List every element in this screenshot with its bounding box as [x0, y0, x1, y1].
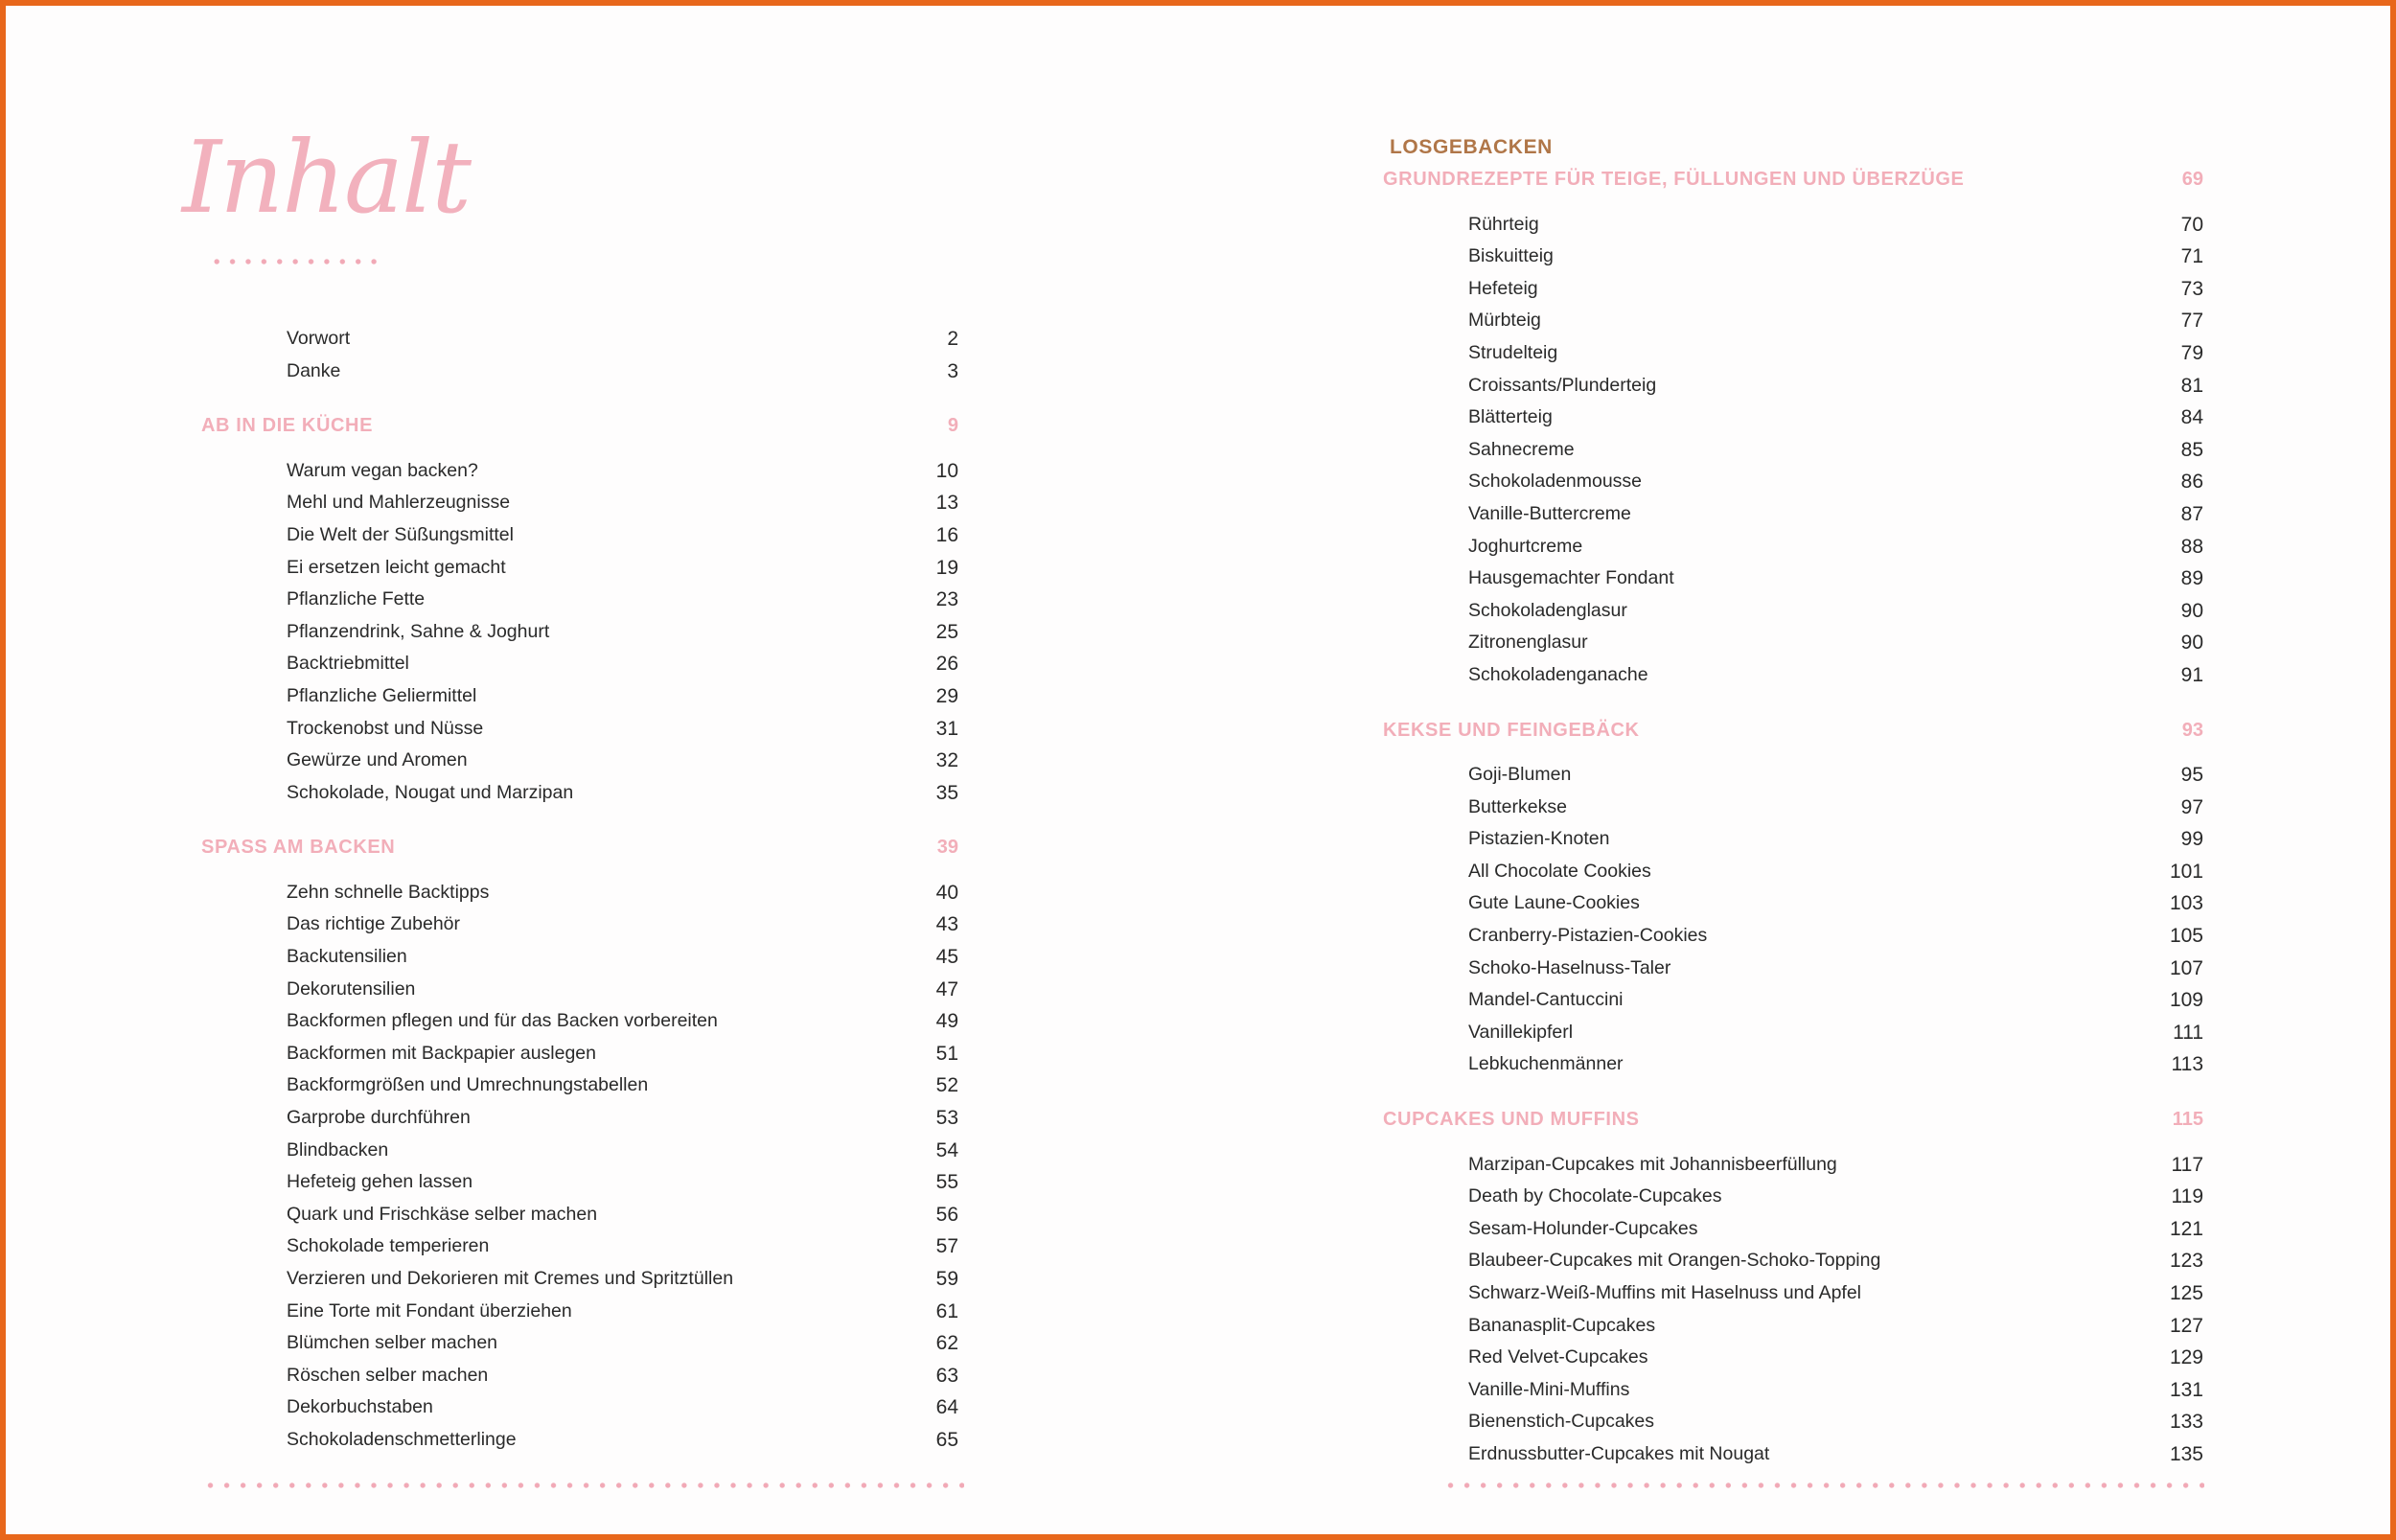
toc-entry: [1383, 375, 2203, 407]
toc-entry: [1383, 861, 2203, 893]
entry-page-number: 133: [2169, 1411, 2203, 1434]
entry-page-number: 10: [935, 459, 958, 482]
left-dotted-divider: [202, 1483, 964, 1488]
entry-page-number: 79: [2180, 341, 2203, 364]
entry-title: Backformen mit Backpapier auslegen: [287, 1042, 596, 1064]
toc-entry: [201, 460, 958, 493]
toc-entry: [201, 685, 958, 718]
toc-entry: [1383, 1154, 2203, 1186]
entry-title: Pflanzliche Fette: [287, 588, 426, 610]
toc-entry: [201, 1010, 958, 1043]
entry-title: Ei ersetzen leicht gemacht: [287, 556, 506, 578]
toc-entry: [1383, 1379, 2203, 1412]
toc-entry: [1383, 632, 2203, 664]
toc-entry: [201, 653, 958, 685]
toc-entry: [1383, 957, 2203, 990]
entry-title: Gute Laune-Cookies: [1468, 892, 1640, 914]
entry-page-number: 125: [2169, 1281, 2203, 1304]
entry-title: Joghurtcreme: [1468, 535, 1583, 557]
entry-title: Death by Chocolate-Cupcakes: [1468, 1185, 1722, 1207]
entry-page-number: 85: [2180, 438, 2203, 461]
entry-page-number: 91: [2180, 663, 2203, 686]
entry-page-number: 3: [947, 359, 958, 382]
toc-entry: [1383, 439, 2203, 471]
entry-page-number: 86: [2180, 471, 2203, 494]
entry-title: Schokolade, Nougat und Marzipan: [287, 781, 574, 803]
entry-page-number: 51: [935, 1042, 958, 1065]
toc-entry: [201, 1365, 958, 1397]
section-heading: [1383, 169, 2203, 201]
entry-page-number: 81: [2180, 374, 2203, 397]
book-spread: [6, 6, 2390, 1534]
entry-page-number: 95: [2180, 764, 2203, 786]
entry-title: Backtriebmittel: [287, 653, 409, 675]
toc-entry: [201, 1396, 958, 1429]
entry-page-number: 99: [2180, 828, 2203, 851]
entry-page-number: 107: [2169, 956, 2203, 979]
entry-title: Vorwort: [287, 328, 351, 349]
entry-title: Schokolade temperieren: [287, 1235, 490, 1257]
entry-title: Strudelteig: [1468, 341, 1558, 363]
entry-page-number: 113: [2171, 1053, 2203, 1076]
entry-title: Biskuitteig: [1468, 245, 1554, 267]
toc-entry: [201, 913, 958, 946]
entry-title: Das richtige Zubehör: [287, 913, 461, 935]
entry-page-number: 23: [935, 588, 958, 611]
toc-entry: [201, 360, 958, 393]
entry-page-number: 40: [935, 881, 958, 904]
toc-entry: [1383, 892, 2203, 925]
section-title: KEKSE UND FEINGEBÄCK: [1383, 719, 1640, 741]
entry-title: Rührteig: [1468, 213, 1539, 235]
entry-page-number: 88: [2180, 535, 2203, 558]
entry-page-number: 77: [2180, 310, 2203, 333]
chapter-heading: LOSGEBACKEN: [1390, 136, 1553, 158]
toc-entry: [201, 946, 958, 978]
toc-entry: [1383, 796, 2203, 829]
toc-entry: [1383, 925, 2203, 957]
entry-page-number: 119: [2171, 1185, 2203, 1208]
entry-page-number: 123: [2169, 1250, 2203, 1273]
section-heading: [201, 415, 958, 448]
entry-title: Die Welt der Süßungsmittel: [287, 523, 514, 545]
entry-title: Red Velvet-Cupcakes: [1468, 1346, 1648, 1368]
right-dotted-divider: [1442, 1483, 2204, 1488]
entry-title: Warum vegan backen?: [287, 459, 478, 481]
entry-page-number: 117: [2171, 1153, 2203, 1176]
entry-page-number: 56: [935, 1203, 958, 1226]
toc-entry: [1383, 310, 2203, 342]
entry-page-number: 62: [935, 1332, 958, 1355]
toc-entry: [1383, 600, 2203, 632]
entry-title: Blümchen selber machen: [287, 1332, 498, 1354]
entry-page-number: 25: [935, 620, 958, 643]
section-heading: [1383, 1109, 2203, 1141]
entry-title: Schokoladenganache: [1468, 663, 1648, 685]
toc-title: Inhalt: [182, 119, 471, 236]
entry-title: Trockenobst und Nüsse: [287, 717, 484, 739]
entry-title: Verzieren und Dekorieren mit Cremes und Spritztüllen: [287, 1268, 734, 1289]
entry-title: Pflanzliche Geliermittel: [287, 684, 477, 706]
toc-entry: [1383, 406, 2203, 439]
entry-page-number: 97: [2180, 795, 2203, 818]
entry-page-number: 61: [935, 1299, 958, 1322]
toc-entry: [1383, 214, 2203, 246]
toc-entry: [201, 1429, 958, 1461]
entry-title: Croissants/Plunderteig: [1468, 374, 1657, 396]
entry-page-number: 47: [935, 977, 958, 1000]
entry-title: Schokoladenschmetterlinge: [287, 1429, 517, 1450]
title-dotted-divider: [209, 259, 381, 264]
entry-title: Vanille-Mini-Muffins: [1468, 1378, 1630, 1400]
toc-entry: [201, 749, 958, 782]
entry-page-number: 121: [2169, 1217, 2203, 1240]
entry-page-number: 90: [2180, 599, 2203, 622]
section-page-number: 69: [2181, 169, 2203, 190]
entry-page-number: 31: [935, 717, 958, 740]
entry-title: Backformen pflegen und für das Backen vorbereiten: [287, 1010, 718, 1032]
toc-right-column: [1383, 169, 2203, 1472]
toc-entry: [1383, 1053, 2203, 1086]
entry-title: Dekorutensilien: [287, 977, 416, 1000]
entry-page-number: 105: [2169, 925, 2203, 947]
entry-page-number: 29: [935, 684, 958, 707]
toc-entry: [1383, 764, 2203, 796]
entry-title: Cranberry-Pistazien-Cookies: [1468, 925, 1708, 946]
toc-entry: [1383, 278, 2203, 310]
entry-page-number: 63: [935, 1364, 958, 1387]
entry-page-number: 26: [935, 653, 958, 676]
toc-entry: [1383, 989, 2203, 1022]
entry-page-number: 45: [935, 946, 958, 968]
entry-page-number: 73: [2180, 277, 2203, 300]
entry-page-number: 129: [2169, 1346, 2203, 1369]
entry-page-number: 87: [2180, 502, 2203, 525]
entry-page-number: 16: [935, 523, 958, 546]
entry-title: Blaubeer-Cupcakes mit Orangen-Schoko-Topping: [1468, 1250, 1881, 1272]
section-heading: [1383, 720, 2203, 752]
entry-page-number: 59: [935, 1268, 958, 1290]
entry-page-number: 57: [935, 1235, 958, 1258]
entry-page-number: 19: [935, 556, 958, 579]
entry-title: Pflanzendrink, Sahne & Joghurt: [287, 620, 550, 642]
toc-left-column: [201, 328, 958, 1468]
toc-entry: [1383, 1218, 2203, 1251]
entry-title: Blätterteig: [1468, 406, 1553, 428]
entry-page-number: 53: [935, 1107, 958, 1129]
section-page-number: 93: [2181, 719, 2203, 741]
entry-title: Eine Torte mit Fondant überziehen: [287, 1299, 572, 1322]
section-page-number: 9: [947, 415, 958, 437]
toc-entry: [201, 1107, 958, 1139]
entry-title: Danke: [287, 359, 341, 381]
entry-title: Schwarz-Weiß-Muffins mit Haselnuss und Apfel: [1468, 1281, 1862, 1303]
entry-title: Röschen selber machen: [287, 1364, 489, 1386]
entry-title: Mehl und Mahlerzeugnisse: [287, 492, 511, 514]
entry-title: Hefeteig gehen lassen: [287, 1171, 473, 1193]
entry-page-number: 13: [935, 492, 958, 515]
toc-entry: [201, 492, 958, 524]
entry-title: Blindbacken: [287, 1138, 389, 1161]
section-title: CUPCAKES UND MUFFINS: [1383, 1109, 1640, 1130]
toc-entry: [1383, 1250, 2203, 1282]
toc-entry: [201, 1204, 958, 1236]
section-page-number: 115: [2172, 1109, 2203, 1130]
toc-entry: [1383, 664, 2203, 697]
entry-title: Mandel-Cantuccini: [1468, 989, 1624, 1011]
entry-title: Backformgrößen und Umrechnungstabellen: [287, 1074, 649, 1096]
entry-page-number: 52: [935, 1074, 958, 1097]
section-heading: [201, 837, 958, 869]
toc-entry: [1383, 503, 2203, 536]
entry-title: Lebkuchenmänner: [1468, 1053, 1624, 1075]
toc-entry: [1383, 1346, 2203, 1379]
section-title: GRUNDREZEPTE FÜR TEIGE, FÜLLUNGEN UND ÜBERZÜGE: [1383, 169, 1965, 190]
toc-entry: [201, 1268, 958, 1300]
toc-entry: [201, 1074, 958, 1107]
toc-entry: [201, 718, 958, 750]
toc-entry: [201, 978, 958, 1011]
entry-page-number: 90: [2180, 632, 2203, 655]
entry-title: Hefeteig: [1468, 277, 1538, 299]
toc-entry: [201, 557, 958, 589]
toc-entry: [1383, 471, 2203, 503]
toc-entry: [201, 1235, 958, 1268]
entry-page-number: 70: [2180, 213, 2203, 236]
toc-entry: [201, 1332, 958, 1365]
entry-title: Hausgemachter Fondant: [1468, 567, 1674, 589]
toc-entry: [1383, 1411, 2203, 1443]
section-title: AB IN DIE KÜCHE: [201, 415, 374, 437]
toc-entry: [1383, 1443, 2203, 1476]
entry-page-number: 64: [935, 1396, 958, 1419]
toc-entry: [1383, 1022, 2203, 1054]
entry-title: Marzipan-Cupcakes mit Johannisbeerfüllung: [1468, 1153, 1837, 1175]
toc-entry: [1383, 1315, 2203, 1347]
entry-title: Mürbteig: [1468, 310, 1541, 332]
section-title: SPASS AM BACKEN: [201, 837, 396, 859]
entry-title: Vanillekipferl: [1468, 1021, 1574, 1043]
toc-entry: [201, 1139, 958, 1172]
entry-page-number: 111: [2173, 1021, 2203, 1044]
toc-entry: [201, 882, 958, 914]
entry-page-number: 109: [2169, 989, 2203, 1012]
entry-page-number: 2: [947, 328, 958, 350]
entry-title: Schokoladenglasur: [1468, 599, 1627, 621]
entry-page-number: 55: [935, 1171, 958, 1194]
entry-title: Bienenstich-Cupcakes: [1468, 1411, 1655, 1433]
entry-title: Quark und Frischkäse selber machen: [287, 1203, 598, 1225]
entry-page-number: 135: [2169, 1442, 2203, 1465]
toc-entry: [201, 1043, 958, 1075]
entry-title: Sesam-Holunder-Cupcakes: [1468, 1217, 1698, 1239]
entry-title: Backutensilien: [287, 946, 407, 967]
toc-entry: [1383, 342, 2203, 375]
entry-page-number: 32: [935, 749, 958, 772]
toc-entry: [201, 1300, 958, 1333]
entry-title: Zitronenglasur: [1468, 632, 1588, 654]
entry-page-number: 103: [2169, 892, 2203, 915]
entry-page-number: 49: [935, 1010, 958, 1033]
entry-title: Schokoladenmousse: [1468, 471, 1643, 493]
entry-title: Sahnecreme: [1468, 438, 1575, 460]
toc-entry: [201, 524, 958, 557]
entry-title: Zehn schnelle Backtipps: [287, 881, 490, 903]
entry-page-number: 101: [2169, 860, 2203, 883]
toc-entry: [201, 782, 958, 815]
entry-title: All Chocolate Cookies: [1468, 860, 1651, 882]
entry-title: Bananasplit-Cupcakes: [1468, 1314, 1656, 1336]
toc-entry: [201, 588, 958, 621]
entry-page-number: 71: [2180, 245, 2203, 268]
toc-entry: [1383, 1282, 2203, 1315]
entry-page-number: 65: [935, 1429, 958, 1451]
entry-page-number: 127: [2169, 1314, 2203, 1337]
entry-page-number: 54: [935, 1138, 958, 1161]
entry-title: Goji-Blumen: [1468, 764, 1572, 785]
toc-entry: [1383, 828, 2203, 861]
entry-title: Garprobe durchführen: [287, 1107, 471, 1128]
toc-entry: [1383, 567, 2203, 600]
entry-page-number: 89: [2180, 567, 2203, 590]
entry-title: Schoko-Haselnuss-Taler: [1468, 956, 1671, 978]
toc-entry: [201, 328, 958, 360]
toc-entry: [1383, 245, 2203, 278]
toc-entry: [1383, 536, 2203, 568]
entry-page-number: 131: [2169, 1378, 2203, 1401]
entry-page-number: 43: [935, 913, 958, 936]
section-page-number: 39: [936, 837, 958, 859]
entry-title: Gewürze und Aromen: [287, 749, 468, 771]
entry-title: Butterkekse: [1468, 795, 1567, 817]
toc-entry: [201, 621, 958, 654]
toc-entry: [1383, 1185, 2203, 1218]
entry-title: Erdnussbutter-Cupcakes mit Nougat: [1468, 1442, 1770, 1464]
entry-page-number: 84: [2180, 406, 2203, 429]
entry-page-number: 35: [935, 781, 958, 804]
entry-title: Dekorbuchstaben: [287, 1396, 433, 1418]
entry-title: Vanille-Buttercreme: [1468, 502, 1631, 524]
entry-title: Pistazien-Knoten: [1468, 828, 1610, 850]
toc-entry: [201, 1171, 958, 1204]
